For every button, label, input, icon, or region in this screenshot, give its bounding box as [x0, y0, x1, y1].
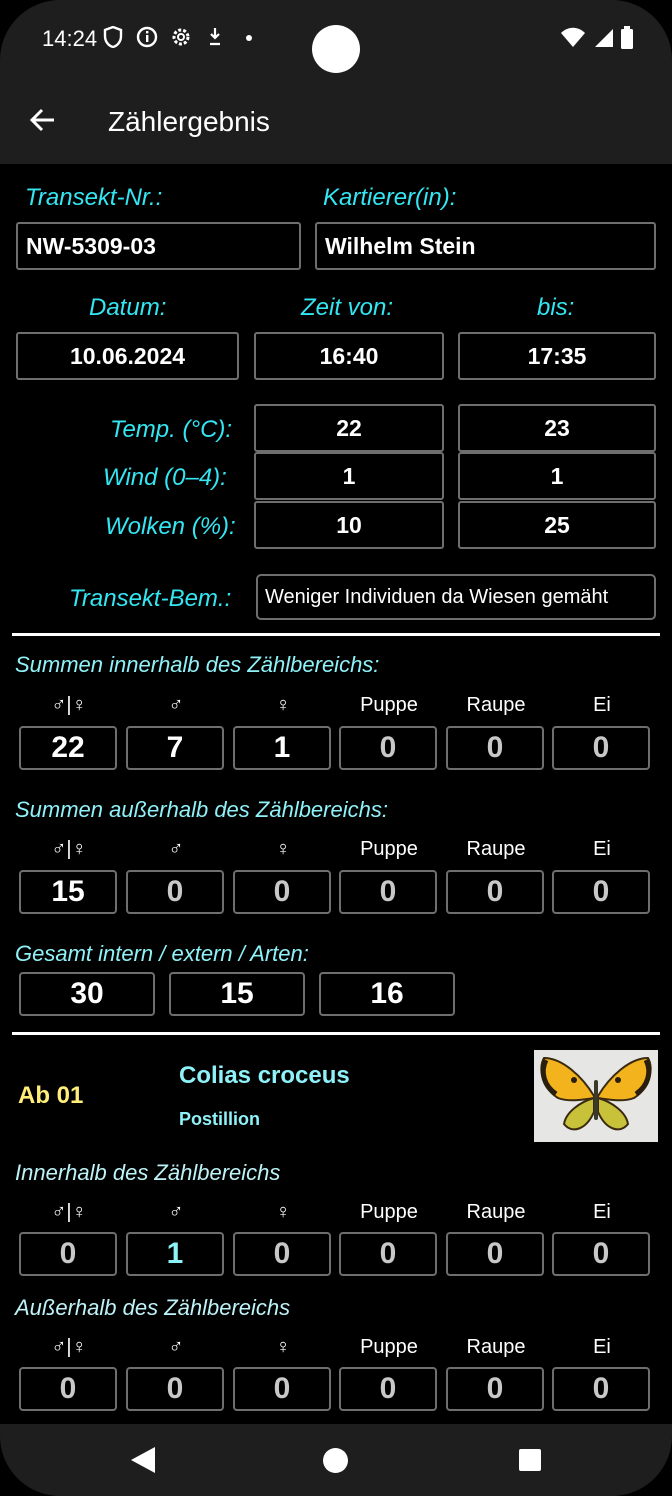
header-caterpillar: Raupe: [466, 694, 526, 716]
header-female: ♀: [275, 1336, 291, 1358]
clouds-start-field[interactable]: 10: [254, 501, 444, 549]
butterfly-image: [534, 1050, 658, 1142]
status-bar: [0, 0, 672, 80]
nav-home-icon[interactable]: [323, 1448, 348, 1473]
sum-inside-pupa: 0: [339, 726, 437, 770]
header-egg: Ei: [593, 838, 611, 860]
temp-start-field[interactable]: 22: [254, 404, 444, 452]
species-inside-pupa[interactable]: 0: [339, 1232, 437, 1276]
species-outside-female[interactable]: 0: [233, 1367, 331, 1411]
species-outside-pupa[interactable]: 0: [339, 1367, 437, 1411]
header-caterpillar: Raupe: [466, 1201, 526, 1223]
time-to-label: bis:: [537, 294, 575, 321]
total-internal: 30: [19, 972, 155, 1016]
header-male: ♂: [168, 694, 184, 716]
sum-outside-egg: 0: [552, 870, 650, 914]
divider: [12, 1032, 660, 1035]
species-outside-caterpillar[interactable]: 0: [446, 1367, 544, 1411]
date-field[interactable]: 10.06.2024: [16, 332, 239, 380]
header-male-female: ♂|♀: [51, 694, 87, 716]
header-pupa: Puppe: [360, 1201, 418, 1223]
sum-inside-label: Summen innerhalb des Zählbereichs:: [15, 652, 380, 677]
species-inside-male-female[interactable]: 0: [19, 1232, 117, 1276]
transect-label: Transekt-Nr.:: [25, 184, 163, 211]
header-male: ♂: [168, 1201, 184, 1223]
sum-inside-male-female: 22: [19, 726, 117, 770]
clouds-label: Wolken (%):: [105, 513, 236, 540]
camera-cutout: [312, 25, 360, 73]
sum-inside-caterpillar: 0: [446, 726, 544, 770]
header-male-female: ♂|♀: [51, 838, 87, 860]
sum-outside-female: 0: [233, 870, 331, 914]
header-male-female: ♂|♀: [51, 1201, 87, 1223]
wind-start-field[interactable]: 1: [254, 452, 444, 500]
species-outside-label: Außerhalb des Zählbereichs: [15, 1295, 291, 1320]
temp-end-field[interactable]: 23: [458, 404, 656, 452]
header-caterpillar: Raupe: [466, 1336, 526, 1358]
header-egg: Ei: [593, 694, 611, 716]
species-inside-female[interactable]: 0: [233, 1232, 331, 1276]
sum-outside-male-female: 15: [19, 870, 117, 914]
download-icon: [204, 26, 226, 54]
wind-end-field[interactable]: 1: [458, 452, 656, 500]
total-species: 16: [319, 972, 455, 1016]
sum-outside-label: Summen außerhalb des Zählbereichs:: [15, 797, 388, 822]
species-inside-male[interactable]: 1: [126, 1232, 224, 1276]
header-caterpillar: Raupe: [466, 838, 526, 860]
sum-outside-pupa: 0: [339, 870, 437, 914]
species-outside-male[interactable]: 0: [126, 1367, 224, 1411]
species-local-name: Postillion: [179, 1109, 260, 1129]
species-inside-caterpillar[interactable]: 0: [446, 1232, 544, 1276]
info-icon: [136, 26, 158, 54]
header-female: ♀: [275, 694, 291, 716]
time-to-field[interactable]: 17:35: [458, 332, 656, 380]
sum-inside-egg: 0: [552, 726, 650, 770]
species-name: Colias croceus: [179, 1062, 350, 1089]
sum-inside-male: 7: [126, 726, 224, 770]
species-outside-egg[interactable]: 0: [552, 1367, 650, 1411]
header-egg: Ei: [593, 1201, 611, 1223]
nav-recents-icon[interactable]: [519, 1449, 541, 1471]
sum-outside-caterpillar: 0: [446, 870, 544, 914]
app-bar: [0, 80, 672, 164]
page-title: Zählergebnis: [108, 106, 270, 137]
sum-outside-male: 0: [126, 870, 224, 914]
total-external: 15: [169, 972, 305, 1016]
clouds-end-field[interactable]: 25: [458, 501, 656, 549]
species-outside-male-female[interactable]: 0: [19, 1367, 117, 1411]
status-icons: [102, 26, 260, 54]
recorder-field[interactable]: Wilhelm Stein: [315, 222, 656, 270]
settings-icon: [170, 26, 192, 54]
nav-back-icon[interactable]: [131, 1447, 155, 1473]
sum-inside-female: 1: [233, 726, 331, 770]
species-code: Ab 01: [18, 1082, 84, 1109]
transect-field[interactable]: NW-5309-03: [16, 222, 301, 270]
header-pupa: Puppe: [360, 694, 418, 716]
signal-icon: [592, 27, 614, 54]
header-male: ♂: [168, 1336, 184, 1358]
header-male-female: ♂|♀: [51, 1336, 87, 1358]
wind-label: Wind (0–4):: [103, 464, 227, 491]
species-inside-label: Innerhalb des Zählbereichs: [15, 1160, 281, 1185]
header-female: ♀: [275, 838, 291, 860]
header-female: ♀: [275, 1201, 291, 1223]
battery-icon: [620, 26, 634, 55]
status-right-icons: [560, 26, 634, 55]
species-inside-egg[interactable]: 0: [552, 1232, 650, 1276]
header-egg: Ei: [593, 1336, 611, 1358]
totals-label: Gesamt intern / extern / Arten:: [15, 941, 309, 966]
recorder-label: Kartierer(in):: [323, 184, 457, 211]
header-pupa: Puppe: [360, 838, 418, 860]
remark-field[interactable]: Weniger Individuen da Wiesen gemäht: [256, 574, 656, 620]
temp-label: Temp. (°C):: [110, 416, 233, 443]
time-from-label: Zeit von:: [301, 294, 394, 321]
date-label: Datum:: [89, 294, 167, 321]
header-pupa: Puppe: [360, 1336, 418, 1358]
divider: [12, 633, 660, 636]
dot-icon: [238, 26, 260, 54]
remark-label: Transekt-Bem.:: [69, 585, 232, 612]
time-from-field[interactable]: 16:40: [254, 332, 444, 380]
shield-icon: [102, 26, 124, 54]
status-time: 14:24: [42, 26, 98, 51]
wifi-icon: [560, 27, 586, 54]
header-male: ♂: [168, 838, 184, 860]
arrow-left-icon[interactable]: [26, 102, 62, 138]
